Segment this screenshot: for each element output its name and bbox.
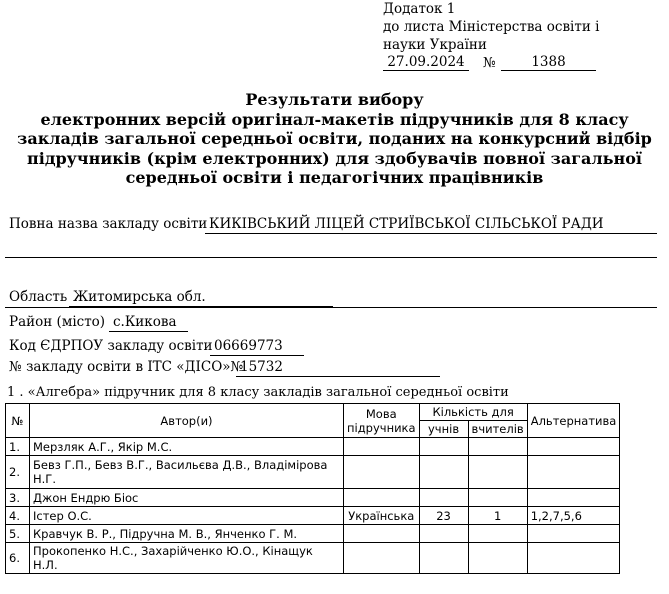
- header-no: №: [6, 404, 30, 438]
- title-line-3: закладів загальної середньої освіти, поданих на конкурсний відбір: [17, 129, 652, 148]
- row-language: [344, 525, 420, 543]
- row-alternative: [527, 525, 620, 543]
- row-teachers: 1: [468, 507, 527, 525]
- row-teachers: [468, 543, 527, 574]
- row-number: 3.: [6, 489, 30, 507]
- row-students: [419, 438, 468, 456]
- table-row: [6, 525, 620, 543]
- row-students: [419, 525, 468, 543]
- row-students: [419, 543, 468, 574]
- institution-label: Повна назва закладу освіти: [9, 216, 208, 232]
- row-teachers: [468, 489, 527, 507]
- district-value: с.Кикова: [109, 314, 188, 332]
- title-line-5: середньої освіти і педагогічних працівників: [125, 168, 544, 187]
- row-number: 6.: [6, 543, 30, 574]
- title-line-1: Результати вибору: [245, 90, 424, 109]
- header-students: учнів: [419, 421, 468, 438]
- region-label: Область: [9, 289, 68, 305]
- edrpou-field: [9, 338, 283, 355]
- annex-date-row: [383, 54, 599, 72]
- row-teachers: [468, 456, 527, 489]
- row-author: Прокопенко Н.С., Захарійченко Ю.О., Кінащук Н.Л.: [30, 543, 344, 574]
- row-number: 2.: [6, 456, 30, 489]
- row-author: Мерзляк А.Г., Якір М.С.: [30, 438, 344, 456]
- header-alternative: Альтернатива: [527, 404, 620, 438]
- row-language: [344, 543, 420, 574]
- annex-block: [383, 0, 599, 72]
- blank-line: [5, 257, 657, 258]
- document-title: [0, 90, 669, 188]
- region-field: [9, 289, 206, 306]
- header-quantity: Кількість для: [419, 404, 527, 421]
- diso-value: 15732: [236, 359, 440, 377]
- row-number: 5.: [6, 525, 30, 543]
- annex-line-3: науки України: [383, 37, 487, 53]
- district-label: Район (місто): [9, 314, 106, 330]
- results-table: [5, 403, 620, 574]
- row-alternative: [527, 489, 620, 507]
- row-number: 4.: [6, 507, 30, 525]
- edrpou-value: 06669773: [210, 338, 304, 356]
- row-author: Кравчук В. Р., Підручна М. В., Янченко Г. М.: [30, 525, 344, 543]
- annex-date: 27.09.2024: [383, 54, 469, 71]
- title-line-4: підручників (крім електронних) для здобувачів повної загальної: [27, 148, 642, 168]
- table-row: [6, 489, 620, 507]
- row-students: [419, 456, 468, 489]
- institution-value: КИКІВСЬКИЙ ЛІЦЕЙ СТРИЇВСЬКОЇ СІЛЬСЬКОЇ РАДИ: [205, 216, 657, 234]
- annex-number-sign: №: [483, 55, 496, 71]
- diso-field: [9, 359, 283, 376]
- row-language: [344, 456, 420, 489]
- header-teachers: вчителів: [468, 421, 527, 438]
- table-row: [6, 507, 620, 525]
- annex-line-2: до листа Міністерства освіти і: [383, 19, 600, 35]
- diso-label: № закладу освіти в ІТС «ДІСО»№: [9, 359, 244, 375]
- row-author: Бевз Г.П., Бевз В.Г., Васильєва Д.В., Владімірова Н.Г.: [30, 456, 344, 489]
- institution-field: [9, 216, 657, 233]
- row-author: Істер О.С.: [30, 507, 344, 525]
- table-row: [6, 456, 620, 489]
- region-rule: [5, 307, 657, 308]
- row-alternative: [527, 543, 620, 574]
- table-row: [6, 438, 620, 456]
- row-language: [344, 438, 420, 456]
- row-alternative: 1,2,7,5,6: [527, 507, 620, 525]
- table-row: [6, 543, 620, 574]
- section-title: 1 . «Алгебра» підручник для 8 класу закладів загальної середньої освіти: [7, 385, 509, 400]
- row-language: Українська: [344, 507, 420, 525]
- region-value: Житомирська обл.: [69, 289, 333, 307]
- row-teachers: [468, 525, 527, 543]
- row-students: [419, 489, 468, 507]
- row-language: [344, 489, 420, 507]
- row-author: Джон Ендрю Біос: [30, 489, 344, 507]
- header-author: Автор(и): [30, 404, 344, 438]
- annex-number: 1388: [501, 54, 596, 71]
- annex-line-1: Додаток 1: [383, 1, 456, 17]
- row-alternative: [527, 456, 620, 489]
- title-line-2: електронних версій оригінал-макетів підручників для 8 класу: [40, 109, 629, 129]
- row-alternative: [527, 438, 620, 456]
- edrpou-label: Код ЄДРПОУ закладу освіти: [9, 338, 213, 354]
- header-language: Мова підручника: [344, 404, 420, 438]
- row-students: 23: [419, 507, 468, 525]
- district-field: [9, 314, 177, 331]
- row-number: 1.: [6, 438, 30, 456]
- row-teachers: [468, 438, 527, 456]
